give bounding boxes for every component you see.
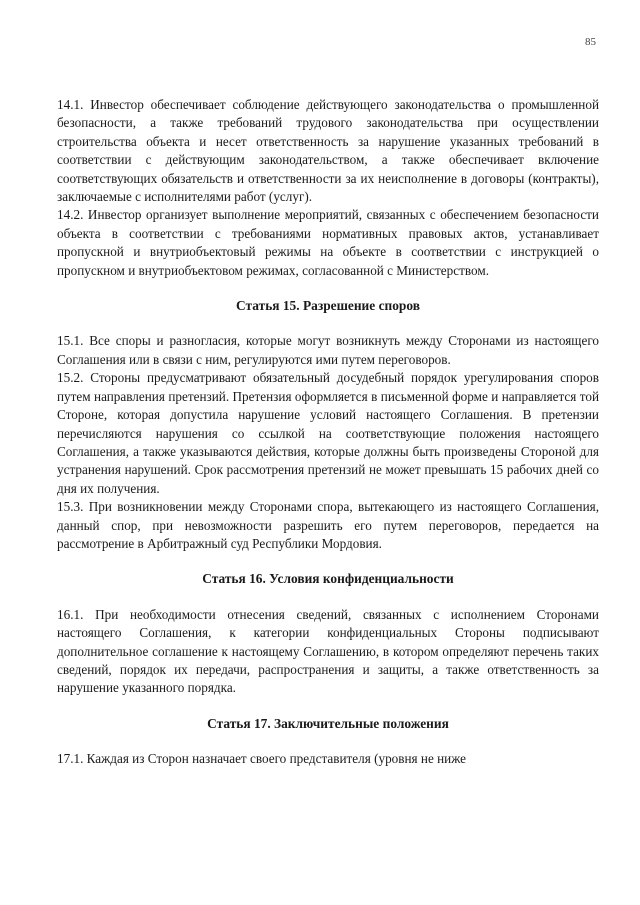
document-body [57,96,599,769]
paragraph-15-2: 15.2. Стороны предусматривают обязательный досудебный порядок урегулирования споров путем направления претензий. Претензия оформляется в письменной форме и направляется той Стороне, которая допустила нарушение условий настоящего Соглашения. В претензии перечисляются нарушения со ссылкой на соответствующие положения настоящего Соглашения, а также указываются действия, которые должны быть произведены Стороной для устранения нарушений. Срок рассмотрения претензий не может превышать 15 рабочих дней со дня их получения. [57,370,599,496]
heading-article-17: Статья 17. Заключительные положения [207,715,449,731]
paragraph-17-1: 17.1. Каждая из Сторон назначает своего представителя (уровня не ниже [57,751,467,767]
paragraph-15-3: 15.3. При возникновении между Сторонами спора, вытекающего из настоящего Соглашения, данный спор, при невозможности разрешить его путем переговоров, передается на рассмотрение в Арбитражный суд Республики Мордовия. [57,499,599,551]
paragraph-15-1: 15.1. Все споры и разногласия, которые могут возникнуть между Сторонами из настоящего Соглашения или в связи с ним, регулируются ими путем переговоров. [57,333,599,367]
heading-article-16: Статья 16. Условия конфиденциальности [202,571,454,587]
paragraph-14-2: 14.2. Инвестор организует выполнение мероприятий, связанных с обеспечением безопасности объекта в соответствии с требованиями нормативных правовых актов, устанавливает пропускной и внутриобъектовый режимы на объекте в соответствии с инструкцией о пропускном и внутриобъектовом режимах, согласованной с Министерством. [57,207,599,278]
page-number: 85 [585,36,596,48]
paragraph-14-1: 14.1. Инвестор обеспечивает соблюдение действующего законодательства о промышленной безопасности, а также требований трудового законодательства при осуществлении строительства объекта и несет ответственность за нарушение указанных требований в соответствии с действующим законодательством, а также обеспечивает включение соответствующих обязательств и ответственности за их неисполнение в договоры (контракты), заключаемые с исполнителями работ (услуг). [57,97,599,205]
heading-article-15: Статья 15. Разрешение споров [236,298,420,314]
paragraph-16-1: 16.1. При необходимости отнесения сведений, связанных с исполнением Сторонами настоящего Соглашения, к категории конфиденциальных Стороны подписывают дополнительное соглашение к настоящему Соглашению, в котором определяют перечень таких сведений, порядок их передачи, распространения и защиты, а также ответственность за нарушение указанного порядка. [57,606,599,696]
